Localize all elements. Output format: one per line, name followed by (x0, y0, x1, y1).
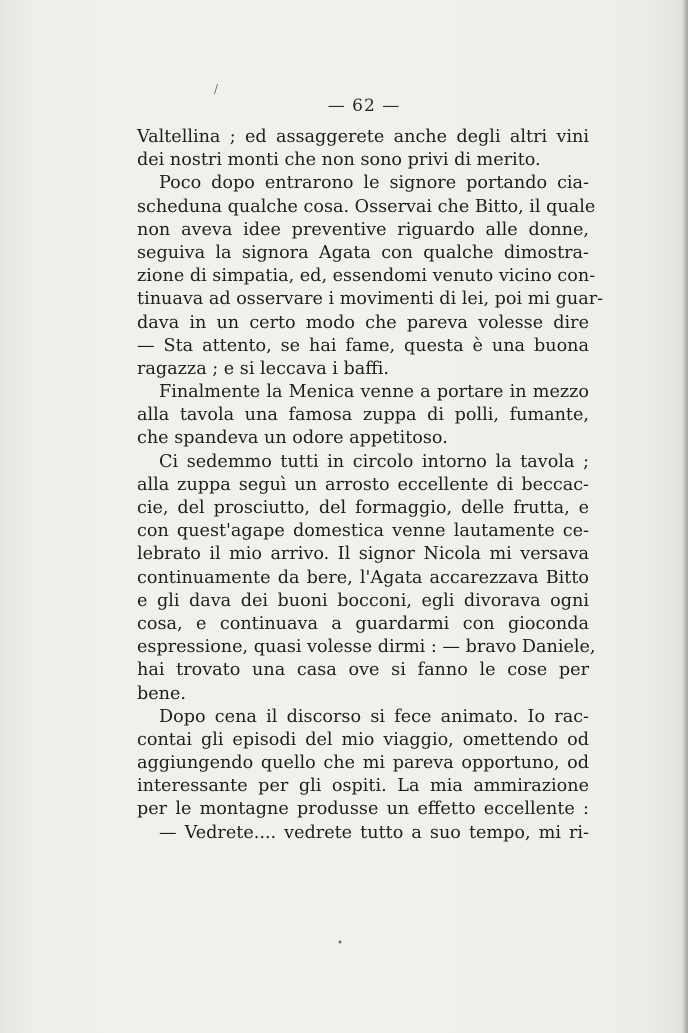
ink-speck-mark: / (214, 82, 219, 96)
text-line: contai gli episodi del mio viaggio, omettendo od (137, 729, 589, 750)
page-number: — 62 — (327, 96, 401, 116)
text-line: Ci sedemmo tutti in circolo intorno la tavola ; (159, 451, 589, 472)
text-line: per le montagne produsse un effetto eccellente : (137, 799, 589, 820)
text-line: dava in un certo modo che pareva volesse dire (137, 312, 589, 333)
ink-speck-mark: • (337, 938, 343, 949)
text-line: non aveva idee preventive riguardo alle donne, (137, 219, 589, 240)
text-line: alla zuppa seguì un arrosto eccellente di beccac- (137, 474, 589, 495)
text-line: lebrato il mio arrivo. Il signor Nicola mi versava (137, 544, 589, 565)
text-line: — Vedrete.... vedrete tutto a suo tempo, mi ri- (159, 822, 589, 843)
text-line: espressione, quasi volesse dirmi : — bravo Daniele, (137, 637, 596, 658)
paragraph (137, 706, 589, 822)
text-line: e gli dava dei buoni bocconi, egli divorava ogni (137, 590, 589, 611)
body-text (137, 126, 604, 845)
page-edge-shadow (682, 0, 688, 1033)
paragraph (137, 172, 604, 381)
text-line: Poco dopo entrarono le signore portando cia- (159, 173, 589, 194)
text-line: hai trovato una casa ove si fanno le cose per (137, 660, 589, 681)
text-line: cosa, e continuava a guardarmi con gioconda (137, 613, 589, 634)
text-line: seguiva la signora Agata con qualche dimostra- (137, 242, 589, 263)
text-line: aggiungendo quello che mi pareva opportuno, od (137, 753, 589, 774)
text-line: cie, del prosciutto, del formaggio, delle frutta, e (137, 498, 589, 518)
paragraph (137, 381, 589, 451)
text-line: Valtellina ; ed assaggerete anche degli altri vini (137, 127, 589, 147)
text-line: zione di simpatia, ed, essendomi venuto vicino con- (137, 266, 596, 287)
text-line: bene. (137, 683, 187, 704)
text-line: Finalmente la Menica venne a portare in mezzo (159, 382, 589, 403)
text-line: continuamente da bere, l'Agata accarezzava Bitto (137, 567, 589, 588)
text-line: che spandeva un odore appetitoso. (137, 428, 448, 449)
text-line: ragazza ; e si leccava i baffi. (137, 358, 389, 379)
text-line: tinuava ad osservare i movimenti di lei, poi mi guar- (137, 289, 604, 310)
paragraph (137, 822, 589, 845)
text-line: scheduna qualche cosa. Osservai che Bitto, il quale (137, 196, 596, 217)
paragraph (137, 126, 589, 172)
text-line: alla tavola una famosa zuppa di polli, fumante, (137, 405, 589, 426)
text-line: Dopo cena il discorso si fece animato. Io rac- (159, 706, 589, 727)
paragraph (137, 451, 596, 706)
text-line: — Sta attento, se hai fame, questa è una buona (137, 335, 589, 356)
text-line: dei nostri monti che non sono privi di merito. (137, 150, 541, 171)
text-line: interessante per gli ospiti. La mia ammirazione (137, 776, 589, 797)
text-line: con quest'agape domestica venne lautamente ce- (137, 521, 589, 542)
